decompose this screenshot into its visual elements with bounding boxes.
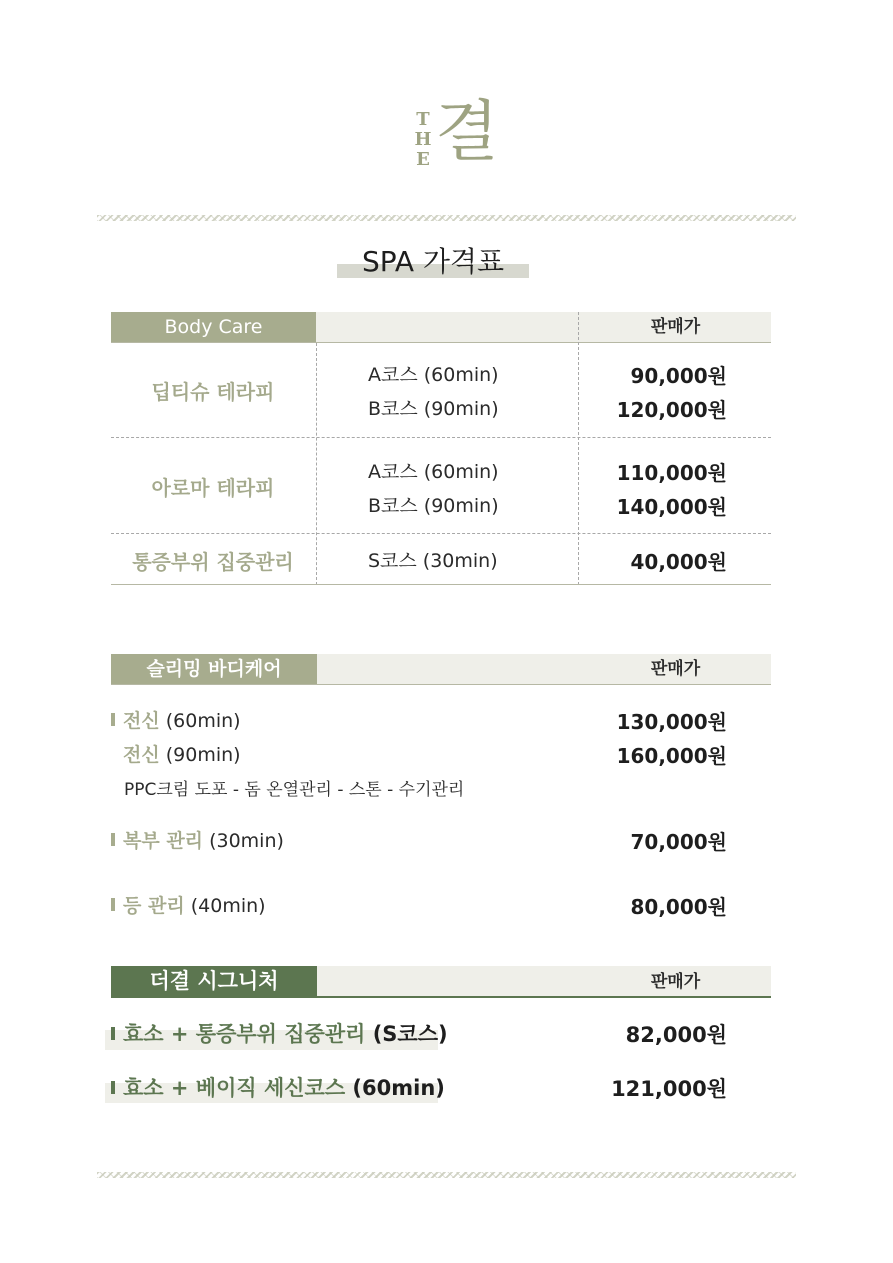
price-value: 110,000원 xyxy=(616,461,727,485)
course-label: A코스 (60min) xyxy=(368,364,499,386)
price-value: 160,000원 xyxy=(616,744,727,768)
signature-header-line xyxy=(111,996,771,998)
body-care-col-divider-1 xyxy=(316,343,317,585)
price-value: 140,000원 xyxy=(616,495,727,519)
signature-item: 효소 + 통증부위 집중관리 (S코스) xyxy=(123,1022,448,1046)
slimming-header: 슬리밍 바디케어 xyxy=(111,654,317,684)
course-label: A코스 (60min) xyxy=(368,461,499,483)
category-aroma: 아로마 테라피 xyxy=(151,476,275,500)
slimming-item: 등 관리 (40min) xyxy=(123,895,266,917)
slimming-procedure-note: PPC크림 도포 - 돔 온열관리 - 스톤 - 수기관리 xyxy=(124,780,465,800)
slimming-item: 복부 관리 (30min) xyxy=(123,830,284,852)
price-value: 130,000원 xyxy=(616,710,727,734)
bullet-marker xyxy=(111,1081,115,1094)
price-value: 70,000원 xyxy=(630,830,727,854)
signature-header: 더결 시그니처 xyxy=(111,966,317,997)
category-deep-tissue: 딥티슈 테라피 xyxy=(151,380,275,404)
price-value: 82,000원 xyxy=(625,1023,727,1047)
page-title-block xyxy=(337,242,529,282)
logo-the-text: T H E xyxy=(414,109,432,170)
row-divider xyxy=(111,533,771,534)
page-title: SPA 가격표 xyxy=(361,245,505,278)
slimming-item: 전신 (90min) xyxy=(123,744,241,766)
signature-price-header: 판매가 xyxy=(650,972,701,992)
price-value: 40,000원 xyxy=(630,550,727,574)
price-value: 121,000원 xyxy=(611,1077,727,1101)
logo-main-character: 결 xyxy=(435,93,499,170)
slimming-price-header: 판매가 xyxy=(650,659,701,679)
price-value: 90,000원 xyxy=(630,364,727,388)
bullet-marker xyxy=(111,1027,115,1040)
body-care-header-line xyxy=(111,342,771,343)
body-care-bottom-line xyxy=(111,584,771,585)
body-care-header: Body Care xyxy=(111,312,316,343)
slimming-item: 전신 (60min) xyxy=(123,710,241,732)
top-rope-divider xyxy=(97,215,796,221)
bottom-rope-divider xyxy=(97,1172,796,1178)
course-label: S코스 (30min) xyxy=(368,550,498,572)
signature-item: 효소 + 베이직 세신코스 (60min) xyxy=(123,1076,445,1100)
category-pain-focus: 통증부위 집중관리 xyxy=(132,550,294,574)
price-value: 80,000원 xyxy=(630,895,727,919)
bullet-marker xyxy=(111,713,115,726)
body-care-price-header: 판매가 xyxy=(650,317,701,337)
bullet-marker xyxy=(111,833,115,846)
course-label: B코스 (90min) xyxy=(368,398,499,420)
body-care-col-divider-2 xyxy=(578,312,579,585)
slimming-header-line xyxy=(111,684,771,685)
price-value: 120,000원 xyxy=(616,398,727,422)
course-label: B코스 (90min) xyxy=(368,495,499,517)
bullet-marker xyxy=(111,898,115,911)
row-divider xyxy=(111,437,771,438)
